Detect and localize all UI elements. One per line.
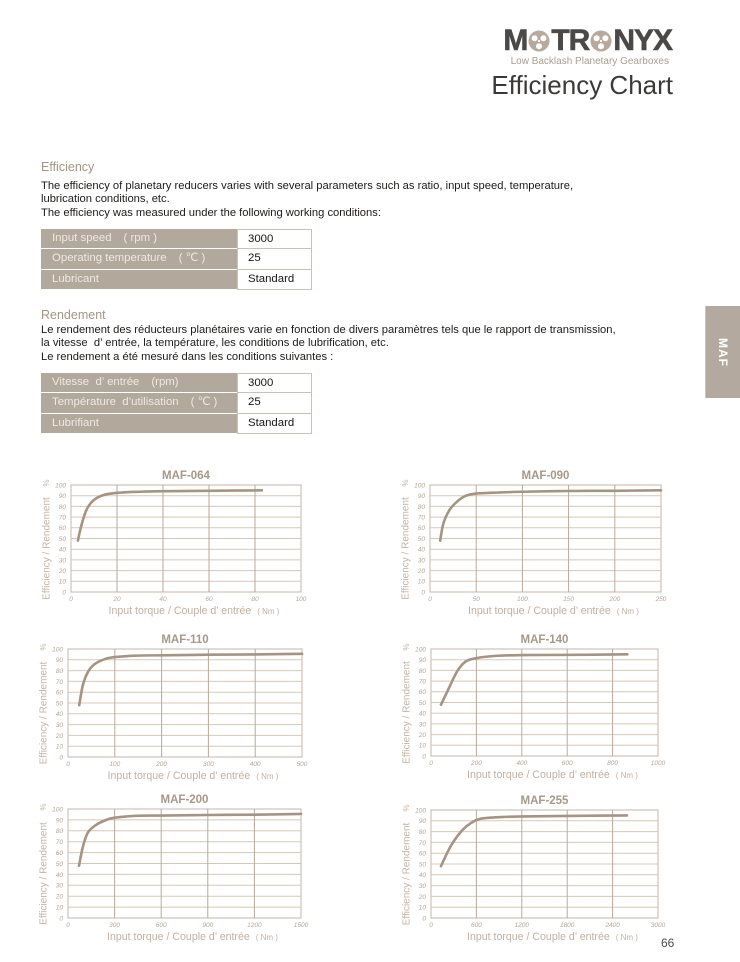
y-axis-label: Efficiency / Rendement [401, 822, 413, 926]
x-tick-label: 1000 [650, 760, 666, 767]
data-point [87, 670, 89, 672]
data-point [134, 654, 136, 656]
data-point [95, 824, 97, 826]
description-line: Le rendement des réducteurs planétaires varie en fonction de divers paramètres tels que le rapport de transmission, [41, 324, 616, 336]
condition-label: Operating temperature [52, 252, 167, 265]
y-tick-label: 10 [417, 578, 425, 586]
data-point [660, 489, 662, 491]
x-tick-label: 150 [563, 596, 575, 603]
y-tick-label: 100 [414, 482, 425, 490]
data-point [456, 670, 458, 672]
condition-label: Vitesse d’ entrée [52, 376, 140, 388]
y-tick-label: 80 [418, 667, 426, 675]
x-tick-label: 50 [472, 596, 480, 603]
y-tick-label: 60 [58, 525, 66, 533]
section-heading-rendement: Rendement [41, 308, 106, 322]
x-tick-label: 40 [159, 596, 167, 603]
x-tick-label: 2400 [605, 922, 620, 929]
y-axis-unit: % [401, 479, 411, 487]
series-side-tab[interactable] [705, 306, 740, 398]
y-axis-unit: % [402, 804, 412, 812]
y-tick-label: 30 [418, 883, 426, 890]
y-tick-label: 80 [417, 503, 425, 511]
y-tick-label: 30 [417, 557, 425, 565]
condition-unit: (rpm) [151, 376, 179, 388]
y-tick-label: 70 [418, 839, 426, 847]
y-tick-label: 10 [418, 904, 426, 912]
x-tick-label: 20 [113, 596, 121, 603]
y-tick-label: 40 [58, 546, 66, 554]
conditions-table-rendement [41, 373, 312, 434]
y-tick-label: 20 [58, 568, 66, 575]
condition-label-cell [41, 249, 237, 269]
page-number: 66 [661, 936, 675, 950]
page-title: Efficiency Chart [491, 70, 673, 100]
y-tick-label: 50 [418, 699, 426, 707]
data-point [207, 654, 209, 656]
x-tick-label: 80 [251, 596, 259, 603]
condition-value: Standard [237, 270, 312, 290]
data-point [85, 508, 87, 510]
x-tick-label: 400 [516, 760, 528, 767]
y-tick-label: 80 [58, 503, 66, 511]
data-point [449, 846, 451, 848]
logo-letters: M [503, 24, 528, 57]
y-tick-label: 60 [55, 689, 63, 697]
x-axis-label [109, 605, 280, 617]
condition-label-cell [41, 393, 237, 413]
efficiency-chart-maf-064 [31, 457, 325, 624]
y-tick-label: 20 [55, 893, 63, 901]
data-point [254, 653, 256, 655]
y-tick-label: 30 [55, 722, 63, 729]
condition-unit: ( ℃ ) [178, 252, 206, 265]
chart-title: MAF-255 [520, 795, 569, 807]
section-heading-efficiency: Efficiency [41, 160, 95, 174]
x-tick-label: 1200 [247, 922, 262, 929]
y-tick-label: 40 [417, 546, 425, 554]
data-point [93, 663, 95, 665]
x-tick-label: 600 [470, 922, 482, 929]
condition-unit: ( ℃ ) [190, 396, 218, 409]
data-point [139, 491, 141, 493]
x-tick-label: 800 [607, 760, 619, 767]
data-point [567, 490, 569, 492]
condition-row [41, 270, 312, 290]
data-point [261, 489, 263, 491]
y-axis-label: Efficiency / Rendement [400, 497, 412, 600]
chart-title: MAF-200 [160, 794, 209, 806]
x-axis-unit: ( Nm ) [255, 933, 278, 942]
condition-unit: ( rpm ) [123, 232, 158, 244]
data-point [464, 661, 466, 663]
x-axis-label-text: Input torque / Couple d’ entrée [467, 931, 610, 943]
brand-tagline: Low Backlash Planetary Gearboxes [510, 56, 669, 67]
y-tick-label: 80 [55, 668, 63, 675]
logo-letters: NYX [613, 24, 672, 57]
y-tick-label: 10 [55, 904, 63, 912]
x-tick-label: 0 [428, 596, 432, 603]
description-line: lubrication conditions, etc. [41, 193, 170, 206]
x-axis-unit: ( Nm ) [257, 607, 280, 616]
x-axis-unit: ( Nm ) [256, 772, 279, 781]
data-point [496, 655, 498, 657]
x-tick-label: 100 [109, 761, 121, 768]
data-point [82, 845, 84, 847]
x-tick-label: 1500 [293, 922, 309, 929]
y-tick-label: 70 [58, 514, 66, 522]
data-point [626, 814, 628, 816]
y-axis-label: Efficiency / Rendement [38, 822, 50, 925]
data-point [80, 523, 82, 525]
x-tick-label: 250 [655, 596, 667, 603]
x-tick-label: 100 [295, 596, 307, 603]
condition-row [41, 393, 312, 413]
condition-label-cell [41, 373, 237, 393]
data-point [102, 494, 104, 496]
y-tick-label: 20 [418, 893, 426, 901]
data-point [566, 815, 568, 817]
data-point [566, 654, 568, 656]
data-point [82, 683, 84, 685]
condition-value: 25 [237, 393, 312, 413]
x-tick-label: 0 [69, 596, 73, 603]
data-point [475, 657, 477, 659]
condition-label: Lubrifiant [52, 416, 99, 429]
condition-row [41, 249, 312, 269]
y-tick-label: 60 [418, 850, 426, 858]
y-tick-label: 40 [55, 871, 63, 879]
x-tick-label: 200 [470, 760, 482, 767]
x-tick-label: 500 [296, 761, 308, 768]
y-tick-label: 90 [58, 493, 66, 501]
data-point [440, 865, 442, 867]
y-tick-label: 90 [55, 817, 63, 825]
y-tick-label: 40 [418, 710, 426, 718]
condition-label-cell [41, 270, 237, 290]
y-tick-label: 30 [58, 557, 66, 565]
efficiency-chart-maf-140 [391, 621, 682, 788]
y-axis-unit: % [39, 643, 49, 651]
y-tick-label: 70 [55, 839, 63, 847]
data-point [448, 687, 450, 689]
y-tick-label: 100 [55, 482, 66, 490]
y-tick-label: 0 [422, 915, 426, 923]
data-point [113, 817, 115, 819]
data-point [78, 704, 80, 706]
condition-label: Input speed [52, 232, 112, 244]
y-tick-label: 100 [52, 646, 63, 654]
condition-label-cell [41, 229, 237, 249]
condition-value: 25 [237, 249, 312, 269]
condition-row [41, 229, 312, 249]
data-point [475, 492, 477, 494]
y-tick-label: 60 [55, 850, 63, 857]
data-point [523, 815, 525, 817]
y-tick-label: 90 [418, 657, 426, 665]
chart-title: MAF-110 [161, 634, 209, 646]
y-tick-label: 70 [418, 678, 426, 686]
data-point [253, 813, 255, 815]
x-tick-label: 0 [66, 761, 70, 768]
y-tick-label: 70 [417, 514, 425, 522]
data-point [465, 495, 467, 497]
data-point [133, 815, 135, 817]
y-tick-label: 90 [418, 818, 426, 826]
y-tick-label: 50 [417, 535, 425, 543]
condition-row [41, 414, 312, 434]
data-point [300, 813, 302, 815]
x-tick-label: 200 [156, 761, 168, 768]
x-axis-label [468, 605, 639, 617]
efficiency-chart-maf-090 [390, 457, 685, 624]
x-tick-label: 1200 [514, 922, 530, 929]
condition-value: Standard [237, 414, 312, 434]
y-axis-unit: % [42, 479, 52, 487]
x-axis-label-text: Input torque / Couple d’ entrée [467, 769, 610, 781]
data-point [500, 816, 502, 818]
data-point [498, 491, 500, 493]
data-point [523, 654, 525, 656]
y-tick-label: 10 [418, 742, 426, 750]
condition-value: 3000 [237, 373, 312, 393]
data-point [521, 491, 523, 493]
x-tick-label: 300 [202, 761, 214, 768]
x-axis-unit: ( Nm ) [615, 933, 638, 942]
logo-letters: TR [551, 24, 590, 57]
y-tick-label: 0 [62, 589, 66, 597]
efficiency-chart-maf-110 [28, 621, 326, 789]
x-tick-label: 1800 [559, 922, 575, 929]
y-tick-label: 50 [55, 700, 63, 708]
y-tick-label: 30 [55, 882, 63, 890]
condition-label-cell [41, 414, 237, 434]
data-point [114, 656, 116, 658]
x-tick-label: 60 [205, 596, 213, 603]
description-line: The efficiency of planetary reducers varies with several parameters such as ratio, input speed, temperature, [41, 180, 574, 192]
x-tick-label: 600 [155, 922, 167, 929]
y-tick-label: 60 [418, 689, 426, 697]
condition-row [41, 373, 312, 393]
data-point [116, 492, 118, 494]
data-point [448, 509, 450, 511]
x-tick-label: 100 [516, 596, 528, 603]
y-tick-label: 0 [59, 754, 63, 762]
data-point [457, 500, 459, 502]
y-tick-label: 20 [55, 732, 63, 740]
side-tab-label: MAF [716, 337, 730, 367]
y-tick-label: 30 [418, 721, 426, 729]
y-axis-unit: % [402, 643, 412, 651]
data-point [92, 499, 94, 501]
x-axis-label [107, 931, 278, 943]
data-point [207, 814, 209, 816]
y-tick-label: 70 [55, 678, 63, 686]
data-point [442, 522, 444, 524]
data-point [208, 490, 210, 492]
x-tick-label: 0 [429, 760, 433, 767]
y-tick-label: 20 [418, 732, 426, 739]
y-tick-label: 80 [418, 829, 426, 836]
data-point [470, 822, 472, 824]
x-axis-unit: ( Nm ) [615, 771, 638, 780]
x-tick-label: 300 [109, 922, 121, 929]
x-tick-label: 0 [429, 922, 433, 929]
y-tick-label: 100 [415, 646, 426, 654]
data-point [460, 830, 462, 832]
data-point [440, 703, 442, 705]
x-tick-label: 400 [249, 761, 261, 768]
x-tick-label: 600 [561, 760, 573, 767]
chart-title: MAF-090 [521, 470, 570, 482]
y-tick-label: 50 [55, 860, 63, 868]
y-tick-label: 60 [417, 525, 425, 533]
data-point [77, 539, 79, 541]
section-text-rendement [41, 324, 616, 364]
gear-icon [590, 30, 612, 52]
y-tick-label: 0 [422, 753, 426, 761]
x-axis-label-text: Input torque / Couple d’ entrée [107, 931, 250, 943]
x-axis-unit: ( Nm ) [616, 607, 639, 616]
x-tick-label: 0 [66, 922, 70, 929]
y-axis-unit: % [39, 803, 49, 811]
data-point [614, 490, 616, 492]
y-tick-label: 80 [55, 828, 63, 836]
x-axis-label-text: Input torque / Couple d’ entrée [468, 605, 611, 617]
x-tick-label: 900 [202, 922, 214, 929]
chart-title: MAF-064 [162, 470, 210, 482]
data-point [480, 817, 482, 819]
data-point [439, 539, 441, 541]
y-tick-label: 100 [415, 807, 426, 815]
y-tick-label: 10 [55, 743, 63, 751]
data-point [164, 490, 166, 492]
x-tick-label: 200 [609, 596, 621, 603]
y-axis-label: Efficiency / Rendement [41, 497, 53, 600]
condition-label: Température d’utilisation [52, 396, 179, 409]
data-point [301, 653, 303, 655]
data-point [105, 819, 107, 821]
data-point [87, 831, 89, 833]
y-tick-label: 90 [55, 657, 63, 665]
y-tick-label: 0 [59, 915, 63, 923]
x-tick-label: 3000 [650, 922, 666, 929]
description-line: Le rendement a été mesuré dans les conditions suivantes : [41, 350, 334, 363]
data-point [160, 814, 162, 816]
x-axis-label-text: Input torque / Couple d’ entrée [108, 605, 252, 617]
efficiency-chart-maf-255 [391, 782, 682, 950]
y-tick-label: 100 [52, 806, 63, 814]
y-tick-label: 40 [55, 711, 63, 719]
x-axis-label [467, 931, 638, 943]
y-tick-label: 20 [417, 568, 425, 575]
x-axis-label-text: Input torque / Couple d’ entrée [107, 770, 251, 782]
data-point [626, 653, 628, 655]
chart-title: MAF-140 [520, 634, 569, 646]
y-tick-label: 0 [421, 589, 425, 597]
gear-icon [528, 30, 550, 52]
section-text-efficiency [41, 180, 573, 220]
y-tick-label: 50 [418, 861, 426, 869]
y-axis-label: Efficiency / Rendement [38, 661, 50, 765]
efficiency-chart-maf-200 [28, 781, 325, 950]
y-tick-label: 50 [58, 535, 66, 543]
data-point [78, 864, 80, 866]
y-tick-label: 10 [58, 578, 66, 586]
brand-logo [503, 24, 672, 57]
y-tick-label: 90 [417, 493, 425, 501]
conditions-table-efficiency [41, 229, 312, 290]
condition-value: 3000 [237, 229, 312, 249]
y-axis-label: Efficiency / Rendement [401, 661, 413, 764]
condition-label: Lubricant [52, 272, 99, 285]
x-axis-label [467, 769, 638, 781]
y-tick-label: 40 [418, 872, 426, 880]
description-line: The efficiency was measured under the following working conditions: [41, 206, 381, 219]
data-point [104, 658, 106, 660]
data-point [160, 654, 162, 656]
description-line: la vitesse d’ entrée, la température, les conditions de lubrification, etc. [41, 337, 389, 350]
